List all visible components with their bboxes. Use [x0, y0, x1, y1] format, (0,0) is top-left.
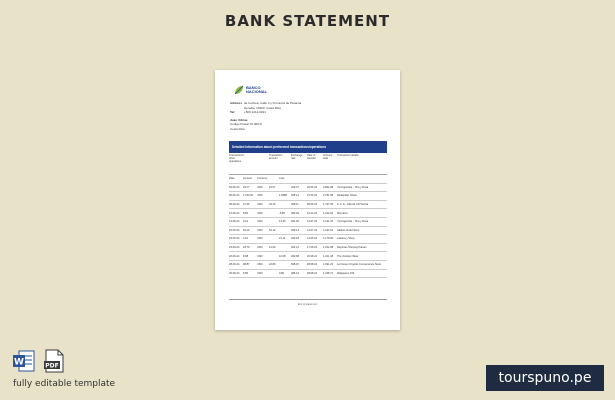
- col-header: Transactions, other operations: [229, 154, 245, 164]
- statement-preview: [215, 70, 400, 330]
- table-cell: USD: [257, 194, 263, 198]
- footer-divider: [229, 299, 387, 300]
- table-cell: 490.18: [291, 237, 299, 241]
- table-cell: Lastera y Shop: [337, 237, 355, 241]
- table-cell: 469.47: [291, 185, 299, 189]
- table-cell: Yal Argentina - Tina y Rosa: [337, 220, 369, 224]
- table-cell: 26-06-24: [229, 254, 240, 258]
- table-cell: 14.07.24: [307, 228, 318, 232]
- table-cell: 2.10: [243, 237, 249, 241]
- table-row: [229, 270, 387, 279]
- table-cell: 20.08.24: [307, 254, 318, 258]
- table-subhead: [229, 175, 387, 184]
- table-cell: Walgreens #74: [337, 271, 355, 275]
- table-row: [229, 192, 387, 201]
- table-cell: Mercasur: [337, 211, 348, 215]
- end-of-statement: End of statement: [297, 303, 318, 306]
- table-row: [229, 261, 387, 270]
- table-cell: 29.77: [243, 185, 250, 189]
- table-cell: 14-06-24: [229, 220, 240, 224]
- table-cell: 498.14: [291, 194, 299, 198]
- table-cell: 13-06-24: [229, 211, 240, 215]
- col-header: Exchange rate: [291, 154, 303, 161]
- table-cell: 14.05.24: [307, 237, 318, 241]
- table-row: [229, 235, 387, 244]
- file-format-icons: [13, 349, 65, 373]
- table-row: [229, 227, 387, 236]
- table-row: [229, 184, 387, 193]
- table-cell: 18.79: [243, 246, 250, 250]
- table-cell: Lot Green Organic Convenience Store: [337, 263, 382, 267]
- table-cell: 23-06-24: [229, 246, 240, 250]
- table-cell: A. F. G - Alta de CR Tienda: [337, 203, 369, 207]
- table-cell: 0.80: [279, 271, 285, 275]
- transactions-table: [229, 154, 387, 278]
- table-cell: USD: [257, 211, 263, 215]
- tel-label: Tel:: [230, 110, 236, 114]
- word-icon: [13, 349, 35, 373]
- table-cell: USD: [257, 220, 263, 224]
- table-cell: 20.06.24: [307, 185, 318, 189]
- table-head: [229, 154, 387, 175]
- table-cell: 468.11: [291, 203, 299, 207]
- table-cell: 22.80: [269, 263, 276, 267]
- word-icon-letter: W: [14, 357, 24, 368]
- table-row: [229, 218, 387, 227]
- table-cell: 15.07: [269, 185, 276, 189]
- table-row: [229, 201, 387, 210]
- table-cell: 28-06-24: [229, 263, 240, 267]
- table-cell: USD: [257, 185, 263, 189]
- table-cell: 499.68: [291, 254, 299, 258]
- logo-text-2: NACIONAL: [246, 89, 268, 94]
- table-cell: 2,781.98: [323, 194, 334, 198]
- table-cell: 28.08.24: [307, 271, 318, 275]
- table-cell: 1,233.00: [243, 194, 254, 198]
- table-cell: 1,797.35: [323, 203, 334, 207]
- table-cell: 12.04: [269, 246, 276, 250]
- sub-header: Amount: [243, 177, 252, 181]
- table-cell: 1,238.71: [323, 271, 334, 275]
- table-cell: 491.96: [291, 220, 299, 224]
- table-cell: 1,391.23: [323, 263, 334, 267]
- table-cell: 10.08: [279, 254, 286, 258]
- table-row: [229, 209, 387, 218]
- leaf-icon: [233, 84, 245, 96]
- table-cell: USD: [257, 246, 263, 250]
- page-title: BANK STATEMENT: [224, 12, 391, 30]
- table-cell: Yal Argentina - Tina y Rosa: [337, 185, 369, 189]
- table-cell: 05-06-24: [229, 194, 240, 198]
- table-cell: 28.06.24: [307, 203, 318, 207]
- table-cell: 1,191.10: [323, 220, 334, 224]
- table-cell: 1.0988: [279, 194, 287, 198]
- table-row: [229, 252, 387, 261]
- col-header: Account total: [323, 154, 333, 161]
- address-value-2: Heredia, 10403, Costa Rica: [244, 105, 281, 110]
- table-cell: 27.06.24: [307, 194, 318, 198]
- table-cell: USD: [257, 237, 263, 241]
- holder-name: Juan Urbina: [230, 117, 248, 122]
- table-cell: 28.08.24: [307, 263, 318, 267]
- table-cell: 9.21: [243, 220, 249, 224]
- pdf-icon: [43, 349, 65, 373]
- table-cell: 1,221.18: [323, 254, 334, 258]
- table-cell: 462.12: [291, 246, 299, 250]
- table-cell: 47.40: [243, 203, 250, 207]
- table-cell: 14.07.24: [307, 220, 318, 224]
- sub-header: Cost: [279, 177, 285, 181]
- brand-badge[interactable]: tourspuno.pe: [486, 365, 604, 391]
- table-cell: 04-06-24: [229, 185, 240, 189]
- table-cell: Adidas Outlet Store: [337, 228, 360, 232]
- address-value: de Cochea, Calle 4 y Provincia de Panamá: [244, 101, 302, 105]
- table-cell: 485.12: [291, 271, 299, 275]
- table-cell: 1,194.51: [323, 228, 334, 232]
- table-cell: USD: [257, 271, 263, 275]
- table-row: [229, 244, 387, 253]
- table-cell: 698.15: [291, 263, 299, 267]
- bank-logo: [233, 84, 267, 96]
- table-cell: 483.49: [291, 211, 299, 215]
- address-label: Address: [230, 101, 243, 105]
- logo-text-1: BANCO: [246, 85, 261, 90]
- holder-line-2: Costa Rica: [230, 126, 245, 131]
- table-cell: 8.08: [243, 254, 249, 258]
- sub-header: Currency: [257, 177, 268, 181]
- table-cell: The Outdoor Wear: [337, 254, 359, 258]
- table-cell: -6.80: [279, 211, 285, 215]
- table-cell: 17.08.24: [307, 246, 318, 250]
- table-cell: 93.10: [243, 228, 250, 232]
- sub-header: Date: [229, 177, 235, 181]
- col-header: [257, 154, 269, 174]
- table-cell: USD: [257, 228, 263, 232]
- col-header: Date of transfer: [307, 154, 316, 161]
- table-cell: 1,222.04: [323, 211, 334, 215]
- table-cell: USD: [257, 203, 263, 207]
- table-cell: 09-06-24: [229, 203, 240, 207]
- table-cell: Deportes Shoping Panam: [337, 246, 367, 250]
- table-cell: 13.40: [279, 220, 286, 224]
- table-cell: 1,178.30: [323, 237, 334, 241]
- table-cell: 3,862.08: [323, 185, 334, 189]
- table-cell: 1,222.08: [323, 246, 334, 250]
- table-cell: USD: [257, 263, 263, 267]
- account-info: [230, 101, 390, 131]
- col-header: [243, 154, 257, 174]
- col-header: [279, 154, 291, 174]
- tel-value: +506 1212-0021: [244, 110, 266, 114]
- table-cell: Weksedan Tehas: [337, 194, 357, 198]
- col-header: Transaction amount: [269, 154, 283, 161]
- template-caption: fully editable template: [13, 379, 116, 389]
- table-cell: 12.04.24: [307, 211, 318, 215]
- table-cell: USD: [257, 254, 263, 258]
- table-cell: 15-06-24: [229, 228, 240, 232]
- table-cell: 499.14: [291, 228, 299, 232]
- table-cell: 21.11: [279, 237, 286, 241]
- table-cell: 32.10: [269, 203, 276, 207]
- table-cell: 19-06-24: [229, 237, 240, 241]
- table-cell: 52.12: [269, 228, 276, 232]
- table-title: Detailed information about performed transactions/operations: [229, 141, 387, 153]
- table-cell: 30-06-24: [229, 271, 240, 275]
- col-header: Transaction details: [337, 154, 359, 157]
- pdf-icon-label: PDF: [45, 362, 59, 370]
- table-cell: 8.80: [243, 211, 249, 215]
- table-cell: 5.80: [243, 271, 249, 275]
- table-cell: 98.87: [243, 263, 250, 267]
- holder-line-1: Codigo Postal 70-400 D: [230, 122, 262, 126]
